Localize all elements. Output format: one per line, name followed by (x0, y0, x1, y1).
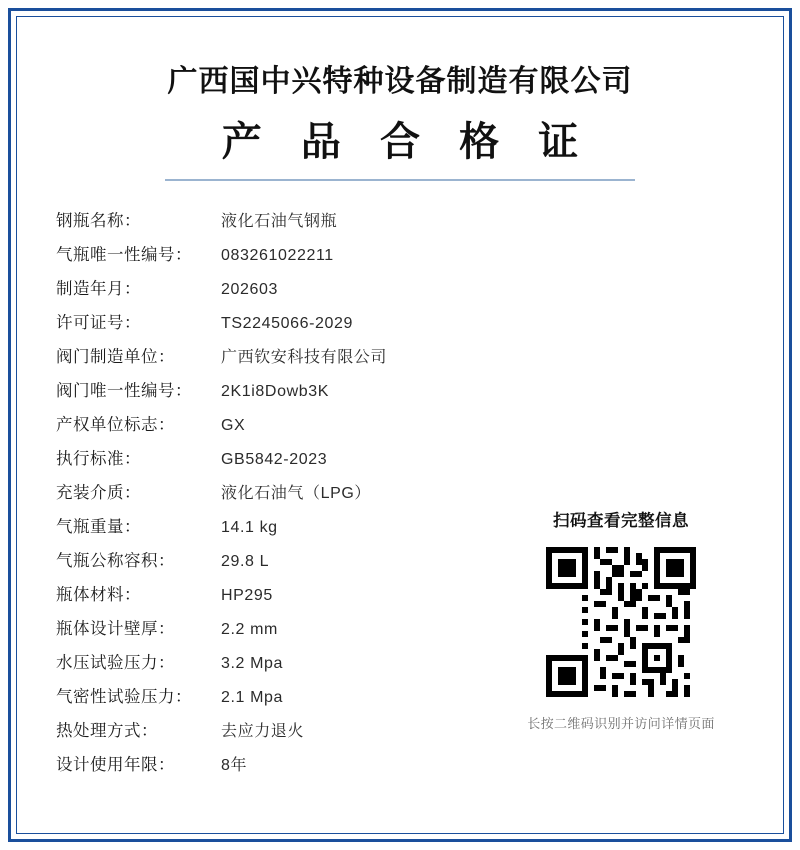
field-row (56, 445, 526, 479)
field-row (56, 513, 526, 547)
field-row (56, 343, 526, 377)
field-row (56, 683, 526, 717)
field-value: 2K1i8Dowb3K (221, 383, 329, 400)
field-row (56, 275, 526, 309)
field-label: 气密性试验压力： (56, 688, 192, 706)
field-label: 瓶体设计壁厚： (56, 620, 175, 638)
field-label: 瓶体材料： (56, 586, 141, 604)
field-label: 水压试验压力： (56, 654, 175, 672)
certificate-title: 产 品 合 格 证 (221, 120, 593, 164)
field-value: TS2245066-2029 (221, 315, 354, 332)
qr-hint-text: 长按二维码识别并访问详情页面 (527, 716, 715, 731)
field-label: 充装介质： (56, 484, 141, 502)
field-value: 液化石油气钢瓶 (221, 213, 338, 230)
field-row (56, 581, 526, 615)
field-value: GB5842-2023 (221, 451, 328, 468)
field-label: 执行标准： (56, 450, 141, 468)
field-row (56, 547, 526, 581)
field-value: 29.8 L (221, 553, 270, 570)
field-row (56, 615, 526, 649)
field-value: 3.2 Mpa (221, 655, 284, 672)
qr-code-icon[interactable] (546, 547, 696, 697)
field-value: HP295 (221, 587, 273, 604)
field-label: 钢瓶名称： (56, 212, 141, 230)
field-value: 液化石油气（LPG） (221, 485, 372, 502)
field-row (56, 649, 526, 683)
field-label: 制造年月： (56, 280, 141, 298)
field-row (56, 207, 526, 241)
field-label: 气瓶唯一性编号： (56, 246, 192, 264)
field-row (56, 751, 526, 785)
field-row (56, 309, 526, 343)
certificate-content (10, 10, 790, 840)
field-label: 许可证号： (56, 314, 141, 332)
company-name: 广西国中兴特种设备制造有限公司 (167, 65, 633, 98)
field-label: 阀门唯一性编号： (56, 382, 192, 400)
certificate-body (56, 207, 744, 785)
field-value: 去应力退火 (221, 723, 305, 740)
field-value: 202603 (221, 281, 278, 298)
field-row (56, 411, 526, 445)
field-label: 产权单位标志： (56, 416, 175, 434)
field-value: 8年 (221, 757, 248, 774)
field-row (56, 377, 526, 411)
field-value: 2.1 Mpa (221, 689, 284, 706)
field-row (56, 717, 526, 751)
field-value: 广西钦安科技有限公司 (221, 349, 388, 366)
field-label: 热处理方式： (56, 722, 158, 740)
field-label: 气瓶公称容积： (56, 552, 175, 570)
field-row (56, 479, 526, 513)
qr-section (506, 507, 736, 732)
field-value: 2.2 mm (221, 621, 278, 638)
field-value: 083261022211 (221, 247, 334, 264)
field-value: 14.1 kg (221, 519, 278, 536)
field-label: 设计使用年限： (56, 756, 175, 774)
field-value: GX (221, 417, 246, 434)
field-label: 气瓶重量： (56, 518, 141, 536)
field-label: 阀门制造单位： (56, 348, 175, 366)
qr-caption: 扫码查看完整信息 (553, 512, 689, 530)
field-list (56, 207, 526, 785)
field-row (56, 241, 526, 275)
title-divider (165, 179, 635, 181)
